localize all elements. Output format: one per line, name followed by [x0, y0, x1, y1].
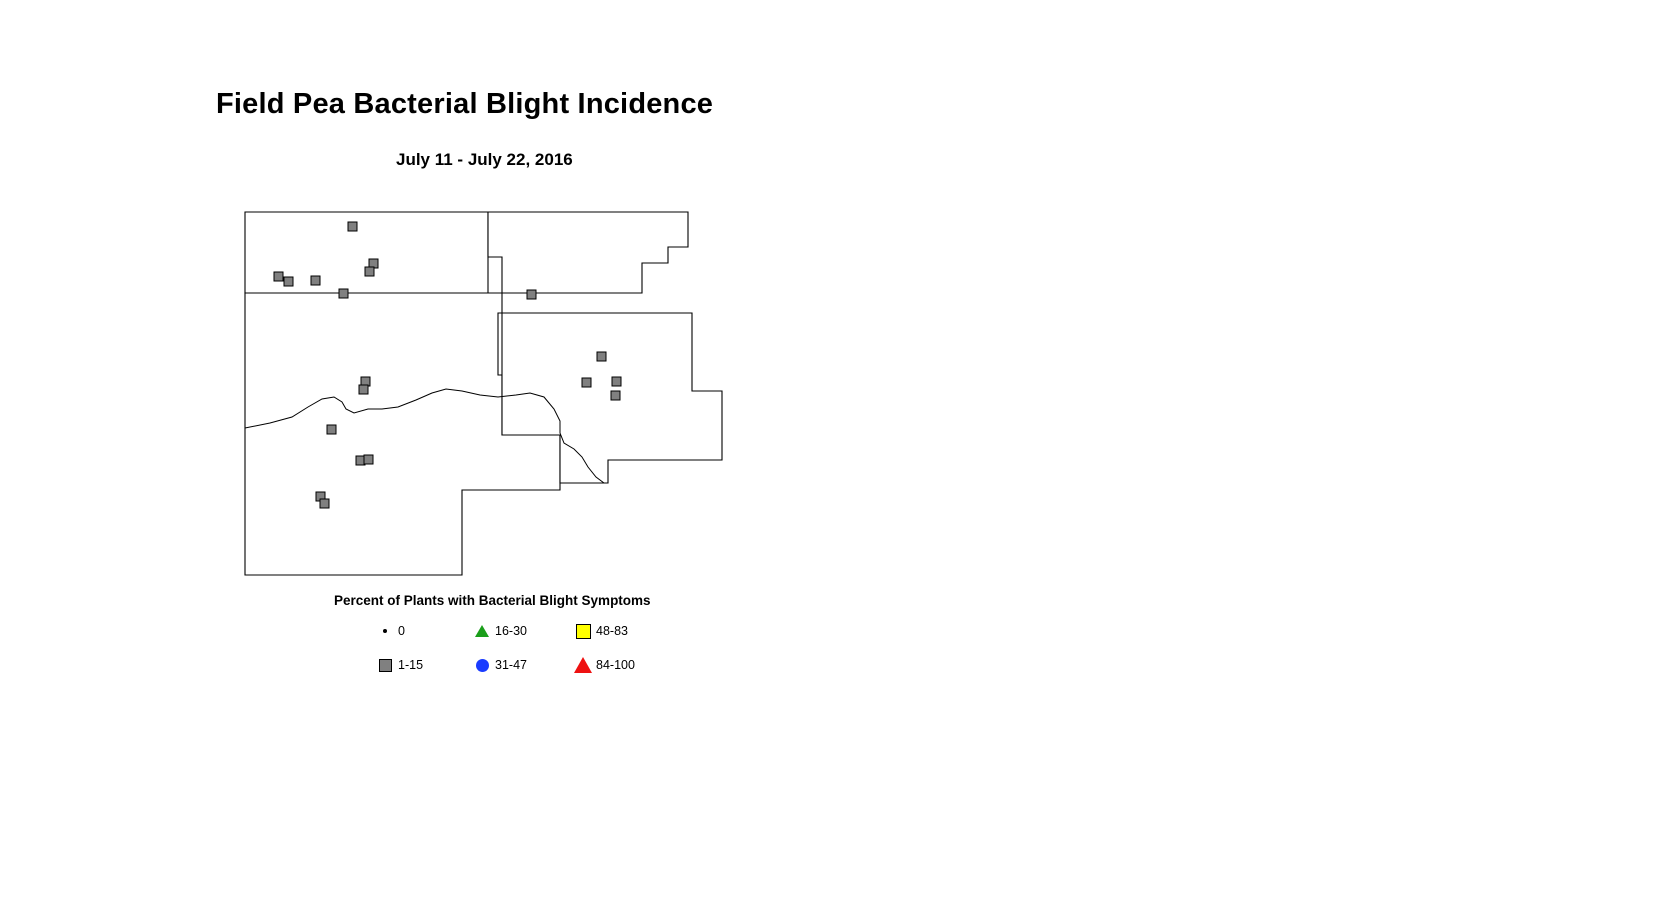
- legend-label-4: 48-83: [596, 624, 628, 638]
- legend-item-0: [372, 620, 405, 642]
- survey-point: [359, 385, 368, 394]
- county-northeast: [488, 212, 688, 293]
- map-canvas: [230, 195, 750, 595]
- legend-item-4: [570, 620, 628, 642]
- legend-item-1: [372, 654, 423, 676]
- legend-title: Percent of Plants with Bacterial Blight Symptoms: [334, 593, 651, 608]
- legend-label-3: 31-47: [495, 658, 527, 672]
- blue-circle-marker-icon: [469, 659, 495, 672]
- survey-point: [339, 289, 348, 298]
- survey-point: [597, 352, 606, 361]
- survey-point: [527, 290, 536, 299]
- survey-point: [364, 455, 373, 464]
- survey-point: [612, 377, 621, 386]
- legend-label-0: 0: [398, 624, 405, 638]
- legend-label-2: 16-30: [495, 624, 527, 638]
- legend-label-1: 1-15: [398, 658, 424, 672]
- survey-point: [311, 276, 320, 285]
- survey-point: [327, 425, 336, 434]
- page-subtitle: July 11 - July 22, 2016: [396, 150, 573, 169]
- gray-square-marker-icon: [372, 659, 398, 672]
- green-triangle-marker-icon: [469, 625, 495, 637]
- red-triangle-marker-icon: [570, 657, 596, 673]
- legend-label-5: 84-100: [596, 658, 635, 672]
- page-title: Field Pea Bacterial Blight Incidence: [216, 88, 714, 120]
- dot-marker-icon: [372, 629, 398, 633]
- survey-point: [274, 272, 283, 281]
- legend-item-3: [469, 654, 527, 676]
- survey-point: [284, 277, 293, 286]
- survey-point: [582, 378, 591, 387]
- legend-item-5: [570, 654, 635, 676]
- legend-item-2: [469, 620, 527, 642]
- survey-point: [611, 391, 620, 400]
- survey-point: [320, 499, 329, 508]
- yellow-square-marker-icon: [570, 624, 596, 639]
- survey-point: [348, 222, 357, 231]
- survey-point: [365, 267, 374, 276]
- county-boundaries: [245, 212, 722, 575]
- county-map-svg: [230, 195, 750, 595]
- map-legend: [230, 588, 750, 688]
